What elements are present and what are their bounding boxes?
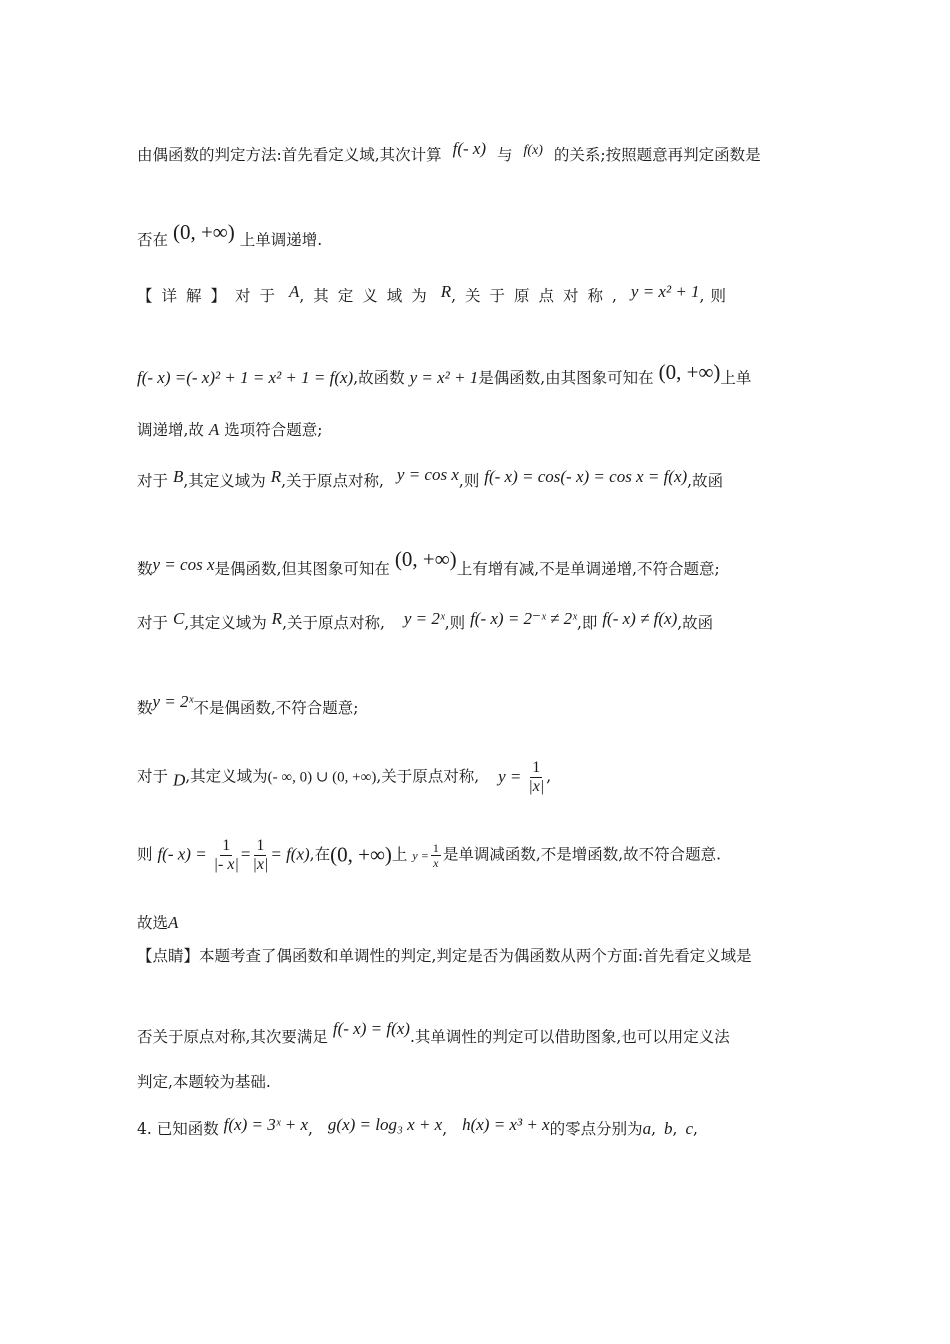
text: ,关于原点对称, bbox=[451, 287, 626, 305]
math-expression: a bbox=[642, 1119, 652, 1138]
text: 数 bbox=[137, 699, 153, 717]
math-expression: = f(x) bbox=[270, 844, 310, 864]
denominator: |x| bbox=[528, 778, 545, 795]
text: .其单调性的判定可以借助图象,也可以用定义法 bbox=[409, 1028, 730, 1046]
text: 调递增,故 bbox=[137, 421, 204, 439]
math-expression: y = 2ˣ bbox=[403, 609, 445, 628]
denominator: |- x| bbox=[213, 856, 239, 873]
text: ,即 bbox=[576, 614, 598, 632]
text: 对于 bbox=[137, 614, 169, 632]
math-expression: c bbox=[685, 1119, 694, 1138]
text: 故选 bbox=[137, 914, 169, 932]
text: , bbox=[672, 1120, 678, 1138]
text: ,其定义域为 bbox=[184, 614, 267, 632]
math-expression: R bbox=[270, 467, 282, 486]
text: ,其定义域为 bbox=[299, 287, 436, 305]
text: 否关于原点对称,其次要满足 bbox=[137, 1028, 328, 1046]
text: 判定,本题较为基础. bbox=[137, 1073, 271, 1091]
text: 选项符合题意; bbox=[224, 421, 323, 439]
text: 是偶函数,由其图象可知在 bbox=[478, 369, 654, 387]
text-line bbox=[137, 914, 178, 932]
math-expression: y = bbox=[412, 848, 429, 863]
text: , bbox=[651, 1120, 657, 1138]
question-number: 4. 已知函数 bbox=[137, 1120, 219, 1138]
math-expression: h(x) = x³ + x bbox=[462, 1115, 550, 1134]
text: ,关于原点对称, bbox=[376, 767, 480, 786]
math-expression: R bbox=[271, 609, 283, 628]
math-expression: C bbox=[172, 609, 185, 628]
fraction bbox=[252, 838, 268, 873]
math-expression: f(- x) ≠ f(x) bbox=[602, 609, 678, 628]
math-expression: f(- x) bbox=[452, 139, 487, 158]
text-line bbox=[137, 421, 322, 439]
text: ,故函 bbox=[677, 614, 714, 632]
math-expression: f(- x) = bbox=[157, 844, 207, 864]
text: 上 bbox=[391, 845, 408, 864]
math-expression: g(x) = log₃ x + x bbox=[327, 1115, 443, 1134]
text: 与 bbox=[497, 146, 513, 164]
math-expression: b bbox=[664, 1119, 673, 1138]
text: ,故函数 bbox=[353, 369, 405, 387]
text: 是偶函数,但其图象可知在 bbox=[214, 560, 390, 578]
math-expression: y = x² + 1 bbox=[409, 368, 479, 387]
numerator: 1 bbox=[256, 837, 265, 854]
text-line bbox=[137, 1020, 730, 1046]
math-expression: y = 2ˣ bbox=[152, 692, 194, 711]
math-expression: = bbox=[240, 844, 251, 864]
text: ,则 bbox=[699, 287, 732, 305]
text: 是单调减函数,不是增函数,故不符合题意. bbox=[442, 845, 722, 864]
math-expression: y = bbox=[498, 766, 522, 786]
text: 【点睛】本题考查了偶函数和单调性的判定,判定是否为偶函数从两个方面:首先看定义域是 bbox=[137, 947, 752, 965]
math-expression: f(x) = 3ˣ + x bbox=[223, 1115, 309, 1134]
text: 则 bbox=[137, 845, 153, 864]
text: ,其定义域为 bbox=[185, 767, 268, 786]
denominator: x bbox=[433, 856, 439, 870]
math-expression: y = x² + 1 bbox=[630, 282, 700, 301]
section-heading: 【详解】对于 bbox=[137, 287, 285, 305]
text-line bbox=[137, 610, 713, 632]
text-line bbox=[137, 760, 551, 795]
text: ,关于原点对称, bbox=[282, 614, 385, 632]
math-expression: (0, +∞) bbox=[658, 360, 721, 384]
text: 上有增有减,不是单调递增,不符合题意; bbox=[456, 560, 720, 578]
math-expression: f(- x) = 2⁻ˣ ≠ 2ˣ bbox=[470, 609, 577, 628]
text: 数 bbox=[137, 560, 153, 578]
text: , bbox=[546, 767, 552, 786]
math-expression: A bbox=[168, 913, 179, 932]
text: 上单 bbox=[720, 369, 752, 387]
text: 由偶函数的判定方法:首先看定义域,其次计算 bbox=[137, 146, 442, 164]
text-line bbox=[137, 549, 720, 578]
text-line bbox=[137, 838, 721, 873]
math-expression: A bbox=[208, 420, 220, 439]
text-line bbox=[137, 949, 752, 965]
math-expression: f(- x) = f(x) bbox=[332, 1019, 410, 1038]
math-expression: D bbox=[172, 770, 186, 790]
math-expression: A bbox=[288, 282, 300, 301]
numerator: 1 bbox=[222, 837, 231, 854]
math-expression: f(- x) = cos(- x) = cos x = f(x) bbox=[484, 467, 688, 486]
text: ,则 bbox=[458, 472, 480, 490]
math-expression: (- ∞, 0) ∪ (0, +∞) bbox=[267, 769, 377, 786]
text: ,则 bbox=[444, 614, 466, 632]
fraction bbox=[431, 842, 441, 869]
text-line bbox=[137, 222, 322, 249]
text: 上单调递增. bbox=[239, 231, 323, 249]
math-expression: R bbox=[440, 282, 452, 301]
math-expression: (0, +∞) bbox=[330, 842, 392, 867]
text: , bbox=[442, 1120, 448, 1138]
math-expression: y = cos x bbox=[396, 465, 459, 484]
text: 对于 bbox=[137, 472, 169, 490]
text-line bbox=[137, 283, 732, 305]
text-line bbox=[137, 362, 751, 387]
text-line bbox=[137, 693, 359, 717]
text: 不是偶函数,不符合题意; bbox=[193, 699, 359, 717]
text: 的关系;按照题意再判定函数是 bbox=[553, 146, 761, 164]
math-expression: f(x) bbox=[523, 143, 543, 158]
math-expression: y = cos x bbox=[152, 555, 215, 574]
text-line bbox=[137, 1075, 271, 1091]
text: ,在 bbox=[309, 845, 331, 864]
math-expression: (0, +∞) bbox=[172, 220, 235, 244]
numerator: 1 bbox=[432, 841, 439, 855]
text: ,关于原点对称, bbox=[281, 472, 384, 490]
text: , bbox=[693, 1120, 698, 1138]
text: , bbox=[308, 1120, 313, 1138]
numerator: 1 bbox=[532, 759, 541, 776]
fraction bbox=[528, 760, 544, 795]
text-line bbox=[137, 466, 723, 490]
text: ,其定义域为 bbox=[183, 472, 266, 490]
math-expression: (0, +∞) bbox=[394, 547, 457, 571]
math-expression: f(- x) =(- x)² + 1 = x² + 1 = f(x) bbox=[137, 368, 354, 387]
question-line bbox=[137, 1116, 698, 1138]
text: 否在 bbox=[137, 231, 169, 249]
fraction bbox=[214, 838, 239, 873]
text-line bbox=[137, 140, 761, 164]
denominator: |x| bbox=[252, 856, 269, 873]
math-expression: B bbox=[172, 467, 184, 486]
text: ,故函 bbox=[687, 472, 724, 490]
text: 对于 bbox=[137, 767, 169, 786]
text: 的零点分别为 bbox=[549, 1120, 643, 1138]
